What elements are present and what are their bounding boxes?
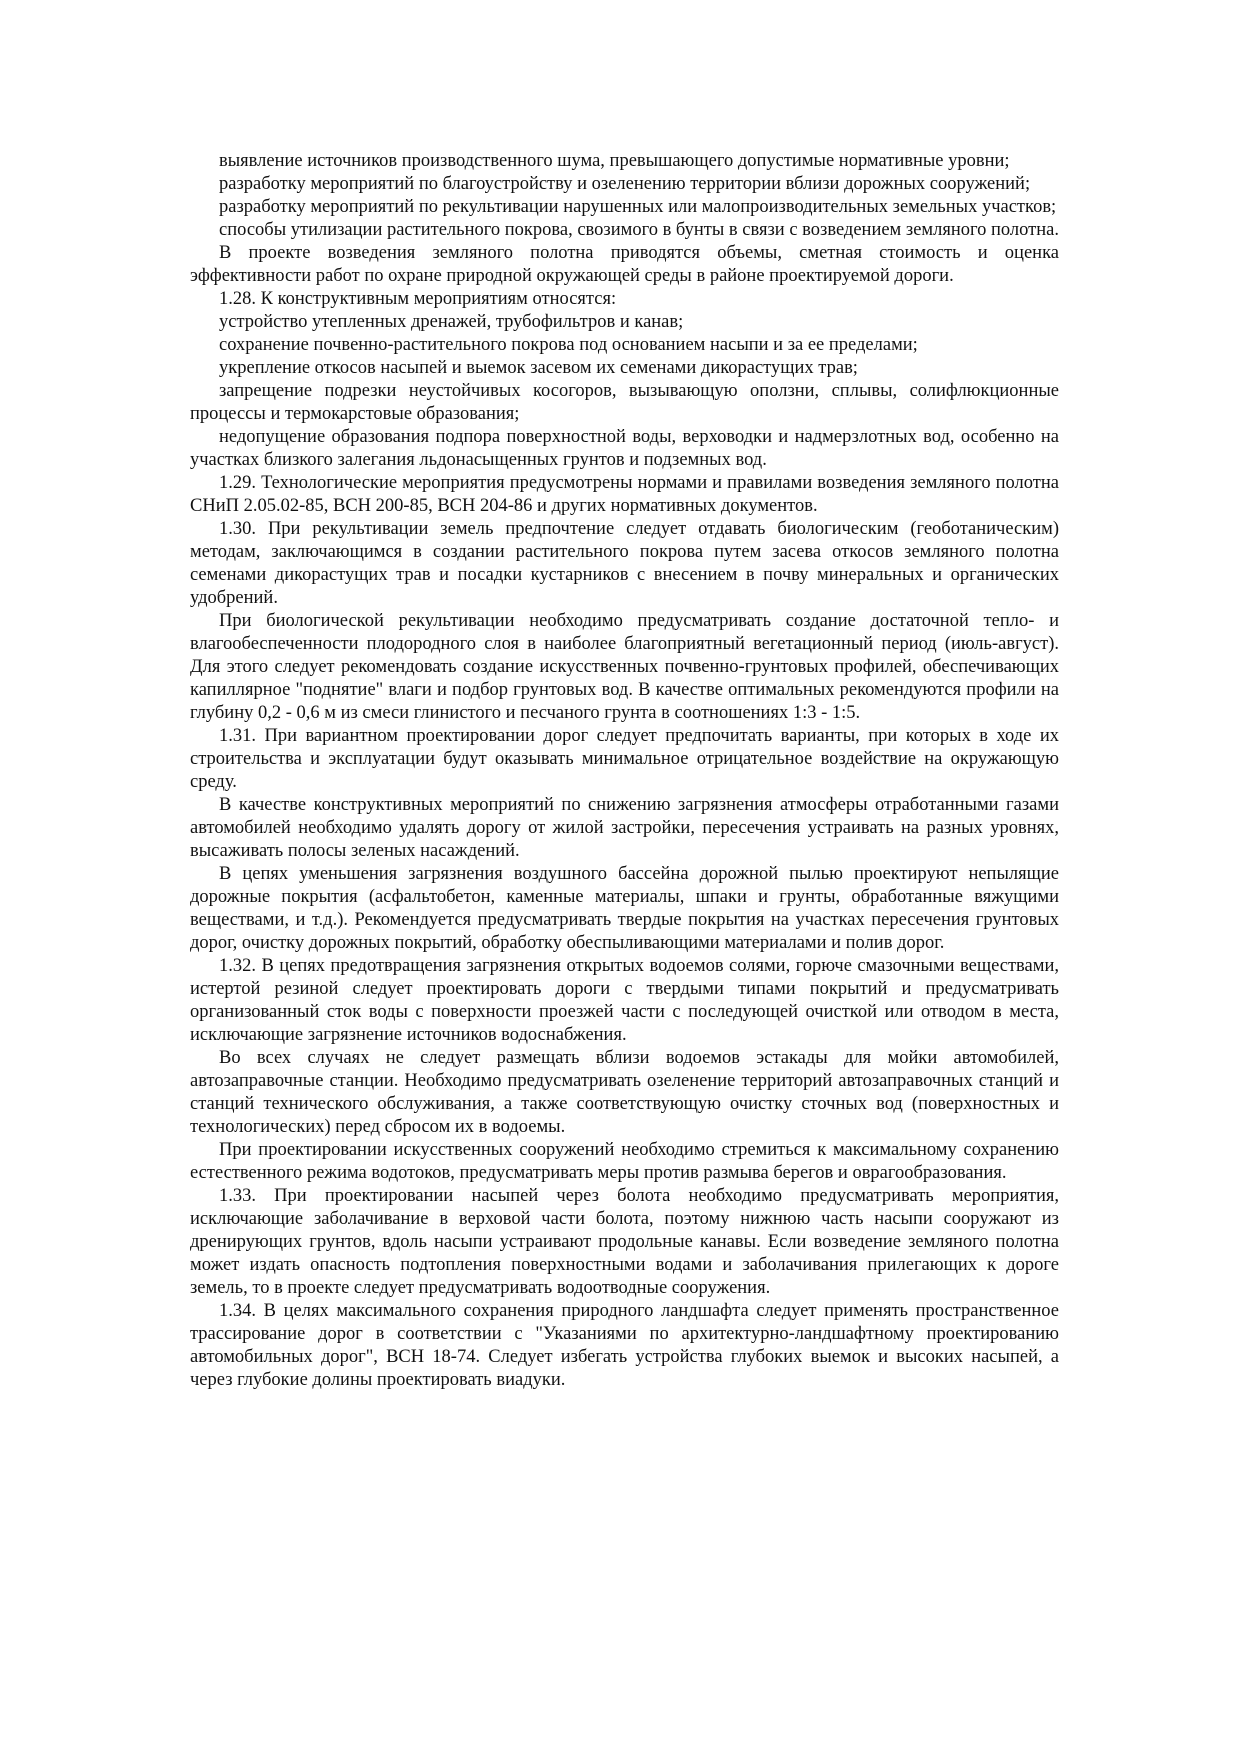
list-item: недопущение образования подпора поверхностной воды, верховодки и надмерзлотных вод, особенно на участках близкого залегания льдонасыщенных грунтов и подземных вод.	[190, 427, 1059, 470]
paragraph: 1.32. В цепях предотвращения загрязнения открытых водоемов солями, горюче смазочными веществами, истертой резиной следует проектировать дороги с твердыми типами покрытий и предусматривать организованный сток воды с поверхности проезжей части с последующей очисткой или отводом в места, исключающие загрязнение источников водоснабжения.	[190, 956, 1059, 1045]
paragraph: При проектировании искусственных сооружений необходимо стремиться к максимальному сохранению естественного режима водотоков, предусматривать меры против размыва берегов и оврагообразования.	[190, 1140, 1059, 1183]
paragraph: В качестве конструктивных мероприятий по снижению загрязнения атмосферы отработанными газами автомобилей необходимо удалять дорогу от жилой застройки, пересечения устраивать на разных уровнях, высаживать полосы зеленых насаждений.	[190, 795, 1059, 861]
paragraph: способы утилизации растительного покрова, свозимого в бунты в связи с возведением земляного полотна.	[219, 220, 1059, 240]
list-item: запрещение подрезки неустойчивых косогоров, вызывающую оползни, сплывы, солифлюкционные процессы и термокарстовые образования;	[190, 381, 1059, 424]
paragraph: В цепях уменьшения загрязнения воздушного бассейна дорожной пылью проектируют непылящие дорожные покрытия (асфальтобетон, каменные материалы, шпаки и грунты, обработанные вяжущими веществами, и т.д.). Рекомендуется предусматривать твердые покрытия на участках пересечения грунтовых дорог, очистку дорожных покрытий, обработку обеспыливающими материалами и полив дорог.	[190, 864, 1059, 953]
paragraph: При биологической рекультивации необходимо предусматривать создание достаточной тепло- и влагообеспеченности плодородного слоя в наиболее благоприятный вегетационный период (июль-август). Для этого следует рекомендовать создание искусственных почвенно-грунтовых профилей, обеспечивающих капиллярное "поднятие" влаги и подбор грунтовых вод. В качестве оптимальных рекомендуются профили на глубину 0,2 - 0,6 м из смеси глинистого и песчаного грунта в соотношениях 1:3 - 1:5.	[190, 611, 1059, 723]
list-item: укрепление откосов насыпей и выемок засевом их семенами дикорастущих трав;	[219, 358, 858, 378]
paragraph: разработку мероприятий по благоустройству и озеленению территории вблизи дорожных сооружений;	[219, 174, 1031, 194]
paragraph: разработку мероприятий по рекультивации нарушенных или малопроизводительных земельных участков;	[219, 197, 1057, 217]
paragraph: 1.30. При рекультивации земель предпочтение следует отдавать биологическим (геоботаническим) методам, заключающимся в создании растительного покрова путем засева откосов земляного полотна семенами дикорастущих трав и посадки кустарников с внесением в почву минеральных и органических удобрений.	[190, 519, 1059, 608]
paragraph: В проекте возведения земляного полотна приводятся объемы, сметная стоимость и оценка эффективности работ по охране природной окружающей среды в районе проектируемой дороги.	[190, 243, 1059, 286]
paragraph: 1.34. В целях максимального сохранения природного ландшафта следует применять пространственное трассирование дорог в соответствии с "Указаниями по архитектурно-ландшафтному проектированию автомобильных дорог", ВСН 18-74. Следует избегать устройства глубоких выемок и высоких насыпей, а через глубокие долины проектировать виадуки.	[190, 1301, 1059, 1390]
paragraph: 1.29. Технологические мероприятия предусмотрены нормами и правилами возведения земляного полотна СНиП 2.05.02-85, ВСН 200-85, ВСН 204-86 и других нормативных документов.	[190, 473, 1059, 516]
section-heading: 1.28. К конструктивным мероприятиям относятся:	[219, 289, 617, 309]
document-page	[190, 150, 1059, 1392]
list-item: устройство утепленных дренажей, трубофильтров и канав;	[219, 312, 684, 332]
list-item: сохранение почвенно-растительного покрова под основанием насыпи и за ее пределами;	[219, 335, 918, 355]
paragraph: 1.31. При вариантном проектировании дорог следует предпочитать варианты, при которых в ходе их строительства и эксплуатации будут оказывать минимальное отрицательное воздействие на окружающую среду.	[190, 726, 1059, 792]
paragraph: Во всех случаях не следует размещать вблизи водоемов эстакады для мойки автомобилей, автозаправочные станции. Необходимо предусматривать озеленение территорий автозаправочных станций и станций технического обслуживания, а также соответствующую очистку сточных вод (поверхностных и технологических) перед сбросом их в водоемы.	[190, 1048, 1059, 1137]
paragraph: 1.33. При проектировании насыпей через болота необходимо предусматривать мероприятия, исключающие заболачивание в верховой части болота, поэтому нижнюю часть насыпи сооружают из дренирующих грунтов, вдоль насыпи устраивают продольные канавы. Если возведение земляного полотна может издать опасность подтопления поверхностными водами и заболачивания прилегающих к дороге земель, то в проекте следует предусматривать водоотводные сооружения.	[190, 1186, 1059, 1298]
paragraph: выявление источников производственного шума, превышающего допустимые нормативные уровни;	[219, 151, 1010, 171]
